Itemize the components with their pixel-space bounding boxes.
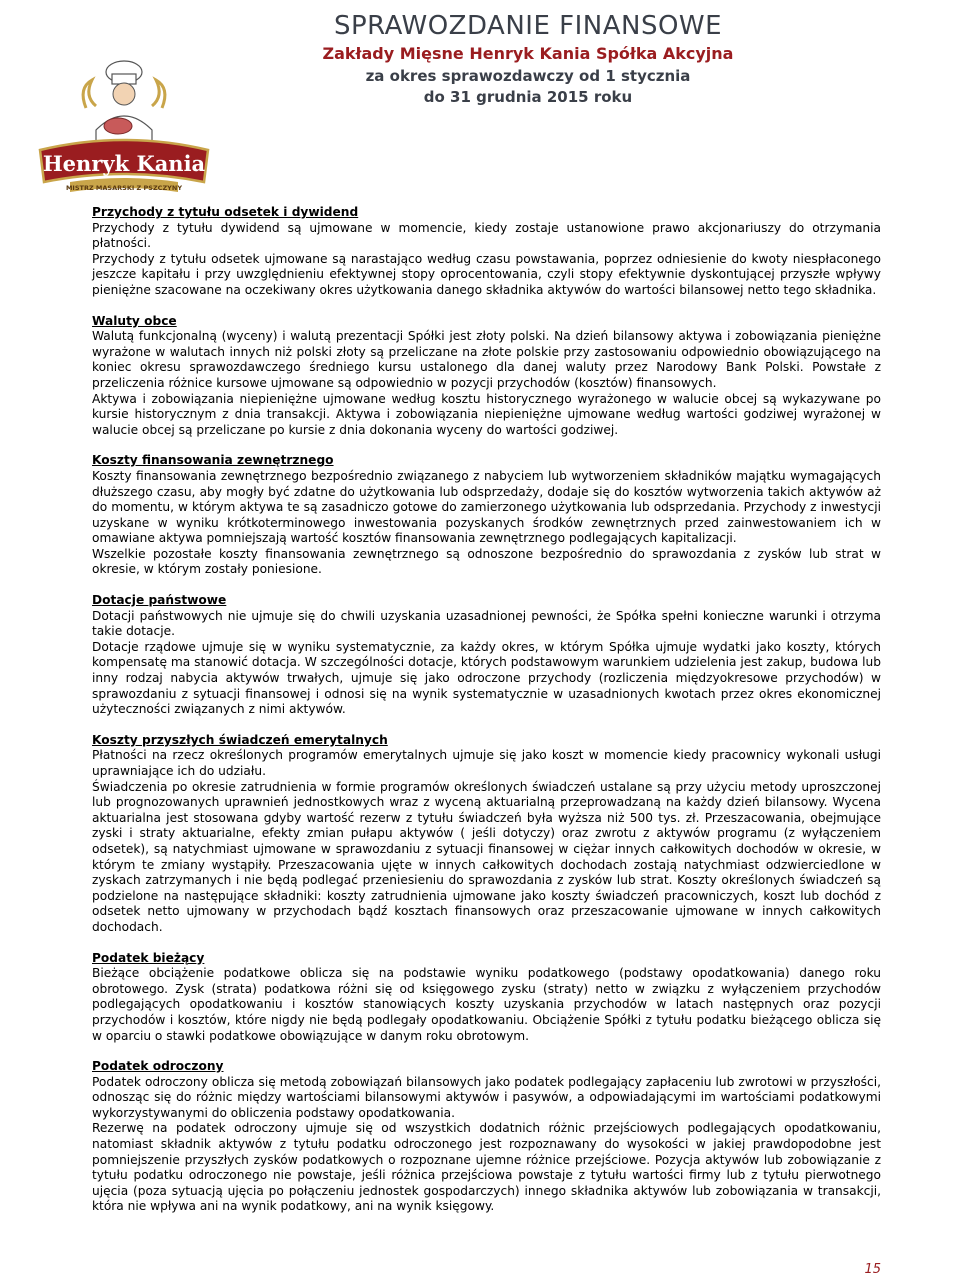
section-heading: Koszty przyszłych świadczeń emerytalnych (92, 732, 388, 747)
paragraph: Płatności na rzecz określonych programów emerytalnych ujmuje się jako koszt w momencie kiedy pracownicy wykonali usługi uprawniające ich do udziału. (92, 748, 881, 778)
period-line-2: do 31 grudnia 2015 roku (423, 88, 633, 106)
section-borrowing-costs (92, 453, 881, 578)
section-current-tax (92, 951, 881, 1045)
paragraph: Bieżące obciążenie podatkowe oblicza się na podstawie wyniku podatkowego (podstawy opodatkowania) danego roku obrotowego. Zysk (strata) podatkowa różni się od księgowego zysku (straty) netto w związku z wyłączeniem przychodów podlegających opodatkowaniu i kosztów stanowiących koszty uzyskania przychodów w latach następnych oraz pozycji przychodów i kosztów, które nigdy nie będą podlegały opodatkowaniu. Obciążenie Spółki z tytułu podatku bieżącego oblicza się w oparciu o stawki podatkowe obowiązujące w danym roku obrotowym. (92, 966, 881, 1043)
butcher-logo-icon (34, 58, 214, 196)
section-retirement-benefits (92, 733, 881, 936)
paragraph: Koszty finansowania zewnętrznego bezpośrednio związanego z nabyciem lub wytworzeniem składników majątku wymagających dłuższego czasu, aby mogły być zdatne do użytkowania lub odsprzedaży, dodaje się do kosztów wytworzenia takich aktywów aż do momentu, w którym aktywa te są zasadniczo gotowe do zamierzonego użytkowania lub odsprzedania. Przychody z inwestycji uzyskane w wyniku krótkoterminowego inwestowania pozyskanych środków zewnętrznych przed zainwestowaniem ich w omawiane aktywa pomniejszają wartość kosztów finansowania zewnętrznego podlegających kapitalizacji. (92, 468, 881, 546)
paragraph: Rezerwę na podatek odroczony ujmuje się od wszystkich dodatnich różnic przejściowych podlegających opodatkowaniu, natomiast składnik aktywów z tytułu podatku odroczonego jest rozpoznawany do wysokości w jakiej prawdopodobne jest pomniejszenie przyszłych zysków podatkowych o rozpoznane ujemne różnice przejściowe. Pozycja aktywów lub zobowiązanie z tytułu podatku odroczonego nie powstaje, jeśli różnica przejściowa powstaje z tytułu wartości firmy lub z tytułu pierwotnego ujęcia (poza sytuacją ujęcia po połączeniu jednostek gospodarczych) innego składnika aktywów lub zobowiązania w transakcji, która nie wpływa ani na wynik podatkowy, ani na wynik księgowy. (92, 1121, 881, 1214)
section-heading: Podatek bieżący (92, 950, 205, 965)
section-heading: Przychody z tytułu odsetek i dywidend (92, 205, 359, 219)
logo-tagline: MISTRZ MASARSKI Z PSZCZYNY (65, 184, 183, 192)
section-heading: Dotacje państwowe (92, 593, 227, 608)
paragraph: Dotacje rządowe ujmuje się w wyniku systematycznie, za każdy okres, w którym Spółka ujmuje wydatki jako koszty, których kompensatę ma stanowić dotacja. W szczególności dotacje, których podstawowym warunkiem udzielenia jest zakup, budowa lub inny rodzaj nabycia aktywów trwałych, ujmuje się jako odroczone przychody (rozliczenia międzyokresowe przychodów) w sprawozdaniu z sytuacji finansowej i odnosi się na wynik systematycznie w uzasadnionych kwotach przez okres ekonomicznej użyteczności związanych z nimi aktywów. (92, 639, 881, 717)
report-title: SPRAWOZDANIE FINANSOWE (333, 11, 723, 41)
section-heading: Koszty finansowania zewnętrznego (92, 453, 334, 468)
section-foreign-currencies (92, 314, 881, 439)
document-body (92, 205, 881, 1230)
paragraph: Aktywa i zobowiązania niepieniężne ujmowane według kosztu historycznego wyrażonego w walucie obcej są wykazywane po kursie historycznym z dnia transakcji. Aktywa i zobowiązania niepieniężne ujmowane według wartości godziwej wyrażonej w walucie obcej są przeliczane po kursie z dnia dokonania wyceny do wartości godziwej. (92, 391, 881, 437)
paragraph: Dotacji państwowych nie ujmuje się do chwili uzyskania uzasadnionej pewności, że Spółka spełni konieczne warunki i otrzyma takie dotacje. (92, 608, 881, 639)
company-name: Zakłady Mięsne Henryk Kania Spółka Akcyjna (322, 44, 734, 63)
page-number: 15 (864, 1262, 881, 1277)
paragraph: Przychody z tytułu dywidend są ujmowane w momencie, kiedy zostaje ustanowione prawo akcjonariuszy do otrzymania płatności. (92, 220, 881, 251)
section-interest-dividends (92, 205, 881, 299)
period-line-1: za okres sprawozdawczy od 1 stycznia (365, 67, 691, 85)
section-government-grants (92, 593, 881, 718)
section-heading: Waluty obce (92, 313, 177, 328)
paragraph: Wszelkie pozostałe koszty finansowania zewnętrznego są odnoszone bezpośrednio do sprawozdania z zysków lub strat w okresie, w którym zostały poniesione. (92, 546, 881, 577)
page-header (0, 0, 960, 200)
paragraph: Świadczenia po okresie zatrudnienia w formie programów określonych świadczeń ustalane są przy użyciu metody uproszczonej lub prognozowanych uprawnień jednostkowych wraz z wyceną aktuarialną przeprowadzaną na każdy dzień bilansowy. Wycena aktuarialna jest stosowana gdyby wartość rezerw z tytułu świadczeń była wyższa niż 500 tys. zł. Przeszacowania, obejmujące zyski i straty aktuarialne, efekty zmian pułapu aktywów ( jeśli dotyczy) oraz zwrotu z aktywów programu (z wyłączeniem odsetek), są natychmiast ujmowane w sprawozdaniu z sytuacji finansowej w ciężar innych całkowitych dochodów w okresie, w którym te zmiany wystąpiły. Przeszacowania ujęte w innych całkowitych dochodach zostają natychmiast odzwierciedlone w zyskach zatrzymanych i nie będą podlegać przeniesieniu do sprawozdania z zysków lub strat. Koszty określonych świadczeń są podzielone na następujące składniki: koszty zatrudnienia ujmowane jako koszty świadczeń pracowniczych, koszt lub dochód z odsetek netto ujmowany w przychodach bądź kosztach finansowych oraz przeszacowanie ujmowane w innych całkowitych dochodach. (92, 779, 881, 934)
paragraph: Walutą funkcjonalną (wyceny) i walutą prezentacji Spółki jest złoty polski. Na dzień bilansowy aktywa i zobowiązania pieniężne wyrażone w walutach innych niż polski złoty są przeliczane na złote polskie przy zastosowaniu odpowiednio obowiązującego na koniec okresu sprawozdawczego średniego kursu ustalonego dla danej waluty przez Narodowy Bank Polski. Powstałe z przeliczenia różnice kursowe ujmowane są odpowiednio w pozycji przychodów (kosztów) finansowych. (92, 329, 881, 390)
paragraph: Podatek odroczony oblicza się metodą zobowiązań bilansowych jako podatek podlegający zapłaceniu lub zwrotowi w przyszłości, odnosząc się do różnic między wartościami bilansowymi aktywów i pasywów, a odpowiadającymi im wartościami podatkowymi wykorzystywanymi do obliczenia podstawy opodatkowania. (92, 1074, 881, 1120)
section-deferred-tax (92, 1059, 881, 1215)
report-title-block (318, 10, 738, 108)
company-logo (34, 58, 214, 196)
section-heading: Podatek odroczony (92, 1059, 224, 1074)
logo-text: Henryk Kania (42, 151, 206, 176)
paragraph: Przychody z tytułu odsetek ujmowane są narastająco według czasu powstawania, poprzez odniesienie do kwoty niespłaconego jeszcze kapitału i przy uwzględnieniu efektywnej stopy oprocentowania, czyli stopy efektywnie dyskontującej przyszłe wpływy pieniężne szacowane na oczekiwany okres użytkowania danego składnika aktywów do wartości bilansowej netto tego składnika. (92, 251, 881, 297)
